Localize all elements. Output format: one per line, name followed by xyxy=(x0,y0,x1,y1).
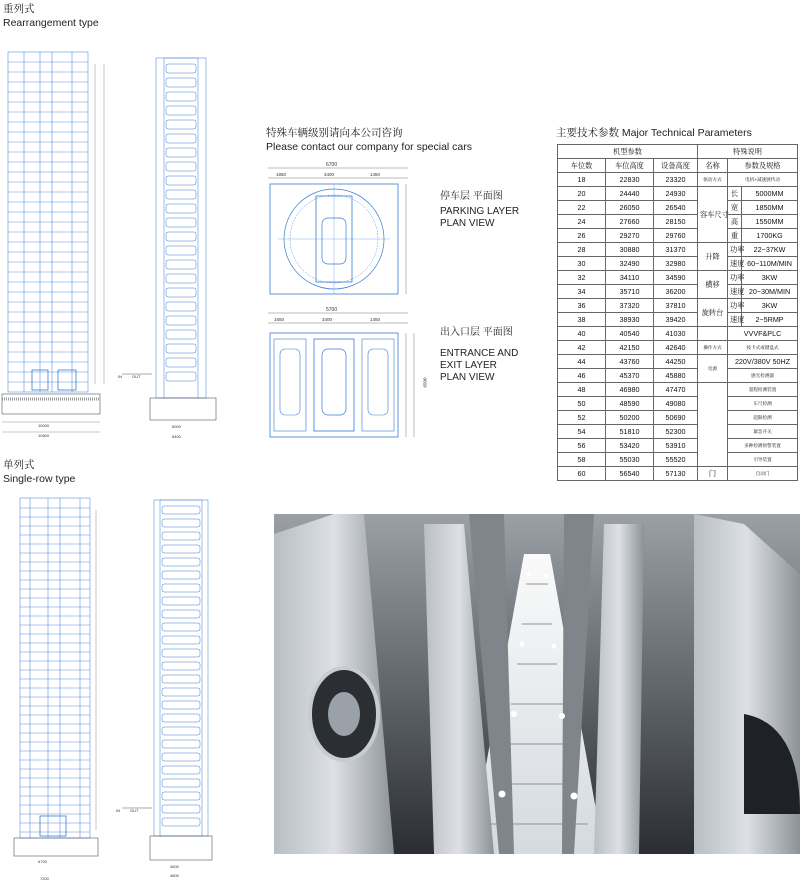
cell-spec-op_v: 按卡式或键盘式 xyxy=(728,341,798,355)
car-bay xyxy=(166,344,196,353)
car-bay xyxy=(166,162,196,171)
car-bay xyxy=(162,532,200,540)
rear-side-width-2: 6400 xyxy=(172,434,181,439)
single-row-title-cn: 单列式 xyxy=(3,459,35,471)
cell-spaces: 52 xyxy=(558,411,606,425)
car-bay xyxy=(166,64,196,73)
cell-spec-hei: 高 xyxy=(728,215,742,229)
cell-spec-len: 长 xyxy=(728,187,742,201)
car-bay xyxy=(162,610,200,618)
spec-row xyxy=(558,257,798,271)
cell-spec-lift_p: 22~37KW xyxy=(742,243,798,257)
car-bay xyxy=(162,506,200,514)
cell-spec-wid: 宽 xyxy=(728,201,742,215)
car-bay xyxy=(162,714,200,722)
rearrangement-title-en: Rearrangement type xyxy=(3,17,99,29)
cell-spec-rot_p: 3KW xyxy=(742,299,798,313)
car-bay xyxy=(162,519,200,527)
cell-height: 30880 xyxy=(606,243,654,257)
cell-spaces: 40 xyxy=(558,327,606,341)
cell-spec-wt: 重 xyxy=(728,229,742,243)
special-cars-cn: 特殊车辆级别请向本公司咨询 xyxy=(266,127,403,139)
cell-spaces: 60 xyxy=(558,467,606,481)
cell-spaces: 34 xyxy=(558,285,606,299)
cell-equip: 44250 xyxy=(654,355,698,369)
cell-spec-blank xyxy=(698,327,728,341)
cell-spaces: 58 xyxy=(558,453,606,467)
car-bay xyxy=(166,260,196,269)
cell-spaces: 50 xyxy=(558,397,606,411)
cell-spec-control_v: VVVF&PLC xyxy=(728,327,798,341)
tower-interior-photo xyxy=(274,514,800,854)
car-bay xyxy=(166,176,196,185)
cell-equip: 41030 xyxy=(654,327,698,341)
cell-height: 40540 xyxy=(606,327,654,341)
cell-height: 27660 xyxy=(606,215,654,229)
header-special: 特殊说明 xyxy=(698,145,798,159)
car-bay xyxy=(162,792,200,800)
cell-spec-rot_s: 2~5RMP xyxy=(742,313,798,327)
cell-spec-s6: 多种检测预警装置 xyxy=(728,439,798,453)
cell-spec-len_v: 5000MM xyxy=(742,187,798,201)
cell-equip: 39420 xyxy=(654,313,698,327)
rear-out-label: OUT xyxy=(132,374,141,379)
tech-params-table xyxy=(557,144,798,481)
single-width-label-2: 7200 xyxy=(40,876,49,881)
car-bay xyxy=(162,571,200,579)
parking-layer-en1: PARKING LAYER xyxy=(440,206,520,217)
rearrangement-side-elevation xyxy=(108,44,218,454)
cell-spec-rot: 旋转台 xyxy=(698,299,728,327)
parking-layer-plan xyxy=(258,160,418,300)
cell-height: 35710 xyxy=(606,285,654,299)
cell-spaces: 36 xyxy=(558,299,606,313)
single-in-label: IN xyxy=(116,808,120,813)
cell-spaces: 24 xyxy=(558,215,606,229)
cell-spaces: 56 xyxy=(558,439,606,453)
spec-row xyxy=(558,369,798,383)
cell-height: 50200 xyxy=(606,411,654,425)
single-out-label: OUT xyxy=(130,808,139,813)
header-model: 机型参数 xyxy=(558,145,698,159)
cell-spaces: 22 xyxy=(558,201,606,215)
el-dim-a: 1650 xyxy=(274,317,285,322)
header-param: 参数及规格 xyxy=(728,159,798,173)
car-bay xyxy=(162,818,200,826)
car-bay xyxy=(162,623,200,631)
single-row-side-elevation xyxy=(108,490,218,880)
cell-height: 56540 xyxy=(606,467,654,481)
cell-spec-blank xyxy=(698,383,728,467)
cell-spec-supply: 电源 xyxy=(698,355,728,383)
car-bay xyxy=(166,232,196,241)
entrance-layer-en3: PLAN VIEW xyxy=(440,372,495,383)
spec-row xyxy=(558,467,798,481)
car-bay xyxy=(166,372,196,381)
cell-equip: 31370 xyxy=(654,243,698,257)
car-bay xyxy=(166,190,196,199)
pl-dim-a: 1850 xyxy=(276,172,287,177)
car-bay xyxy=(166,274,196,283)
car-bay xyxy=(166,78,196,87)
cell-spec-supply_v: 220V/380V 50HZ xyxy=(728,355,798,369)
header-spaces: 车位数 xyxy=(558,159,606,173)
car-bay xyxy=(162,701,200,709)
spec-row xyxy=(558,327,798,341)
cell-spaces: 48 xyxy=(558,383,606,397)
cell-equip: 47470 xyxy=(654,383,698,397)
cell-spec-door_v: 自动门 xyxy=(728,467,798,481)
cell-spaces: 20 xyxy=(558,187,606,201)
cell-equip: 24930 xyxy=(654,187,698,201)
el-dim-top: 5700 xyxy=(326,307,338,313)
cell-height: 34110 xyxy=(606,271,654,285)
cell-height: 32490 xyxy=(606,257,654,271)
car-bay xyxy=(166,302,196,311)
cell-spaces: 26 xyxy=(558,229,606,243)
car-bay xyxy=(166,246,196,255)
cell-spec-wt_v: 1700KG xyxy=(742,229,798,243)
cell-spec-s3: 车尺检测 xyxy=(728,397,798,411)
spec-row xyxy=(558,439,798,453)
cell-spec-s5: 紧急开关 xyxy=(728,425,798,439)
entrance-layer-en1: ENTRANCE AND xyxy=(440,348,519,359)
spec-row xyxy=(558,271,798,285)
car-bay xyxy=(166,148,196,157)
header-equip: 设备高度 xyxy=(654,159,698,173)
entrance-layer-cn: 出入口层 平面图 xyxy=(440,327,513,338)
spec-row xyxy=(558,397,798,411)
parking-layer-en2: PLAN VIEW xyxy=(440,218,495,229)
car-bay xyxy=(162,727,200,735)
single-row-front-elevation xyxy=(0,490,120,864)
cell-height: 38930 xyxy=(606,313,654,327)
spec-row xyxy=(558,383,798,397)
cell-equip: 29760 xyxy=(654,229,698,243)
car-bay xyxy=(162,675,200,683)
spec-row xyxy=(558,243,798,257)
el-dim-c: 1450 xyxy=(370,317,381,322)
cell-spec-s7: 引导装置 xyxy=(728,453,798,467)
cell-spec-power: 功率 xyxy=(728,243,742,257)
car-bay xyxy=(162,597,200,605)
rear-in-label: IN xyxy=(118,374,122,379)
cell-equip: 37810 xyxy=(654,299,698,313)
cell-spaces: 38 xyxy=(558,313,606,327)
cell-spec-s2: 超程检测装置 xyxy=(728,383,798,397)
cell-equip: 23320 xyxy=(654,173,698,187)
spec-row xyxy=(558,341,798,355)
cell-height: 46980 xyxy=(606,383,654,397)
cell-equip: 57130 xyxy=(654,467,698,481)
tech-params-title: 主要技术参数 Major Technical Parameters xyxy=(556,127,752,139)
cell-equip: 49080 xyxy=(654,397,698,411)
car-bay xyxy=(162,662,200,670)
cell-spec-s1: 感光检测器 xyxy=(728,369,798,383)
spec-row xyxy=(558,215,798,229)
cell-spaces: 54 xyxy=(558,425,606,439)
cell-height: 45370 xyxy=(606,369,654,383)
rearrangement-front-elevation xyxy=(0,44,120,444)
spec-row xyxy=(558,229,798,243)
header-name: 名称 xyxy=(698,159,728,173)
cell-spec-door: 门 xyxy=(698,467,728,481)
rear-side-width-1: 6000 xyxy=(172,424,181,429)
single-side-width-2: 4800 xyxy=(170,873,179,878)
cell-height: 22830 xyxy=(606,173,654,187)
car-bay xyxy=(162,584,200,592)
cell-equip: 34590 xyxy=(654,271,698,285)
cell-height: 42150 xyxy=(606,341,654,355)
cell-spec-trans_s: 20~30M/MIN xyxy=(742,285,798,299)
special-cars-en: Please contact our company for special cars xyxy=(266,141,473,153)
cell-equip: 45880 xyxy=(654,369,698,383)
spec-row xyxy=(558,355,798,369)
car-bay xyxy=(162,636,200,644)
cell-spec-wid_v: 1850MM xyxy=(742,201,798,215)
entrance-layer-en2: EXIT LAYER xyxy=(440,360,497,371)
cell-spec-speed: 速度 xyxy=(728,285,742,299)
cell-equip: 26540 xyxy=(654,201,698,215)
parking-layer-cn: 停车层 平面图 xyxy=(440,191,503,202)
car-bay xyxy=(162,688,200,696)
cell-equip: 52300 xyxy=(654,425,698,439)
car-bay xyxy=(162,558,200,566)
car-bay xyxy=(166,218,196,227)
spec-row xyxy=(558,299,798,313)
cell-spaces: 30 xyxy=(558,257,606,271)
car-bay xyxy=(162,805,200,813)
spec-row xyxy=(558,453,798,467)
car-bay xyxy=(166,358,196,367)
cell-spaces: 44 xyxy=(558,355,606,369)
car-bay xyxy=(162,545,200,553)
entrance-layer-plan xyxy=(258,305,418,445)
cell-spec-hei_v: 1550MM xyxy=(742,215,798,229)
rear-width-label-1: 10000 xyxy=(38,423,50,428)
cell-spec-trans: 横移 xyxy=(698,271,728,299)
cell-height: 26050 xyxy=(606,201,654,215)
header-height: 车位高度 xyxy=(606,159,654,173)
car-bay xyxy=(162,766,200,774)
car-bay xyxy=(162,740,200,748)
car-bay xyxy=(166,330,196,339)
car-bay xyxy=(162,779,200,787)
rear-width-label-2: 10800 xyxy=(38,433,50,438)
cell-height: 48590 xyxy=(606,397,654,411)
car-bay xyxy=(162,649,200,657)
car-bay xyxy=(166,134,196,143)
spec-row xyxy=(558,411,798,425)
car-bay xyxy=(166,316,196,325)
cell-height: 51810 xyxy=(606,425,654,439)
pl-dim-top: 6700 xyxy=(326,162,338,168)
cell-spec-s4: 超限检测 xyxy=(728,411,798,425)
spec-row xyxy=(558,187,798,201)
spec-row xyxy=(558,425,798,439)
cell-equip: 55520 xyxy=(654,453,698,467)
cell-spec-speed: 速度 xyxy=(728,257,742,271)
cell-equip: 28150 xyxy=(654,215,698,229)
car-bay xyxy=(166,204,196,213)
cell-spec-trans_p: 3KW xyxy=(742,271,798,285)
single-side-width-1: 4600 xyxy=(170,864,179,869)
cell-spec-drive: 驱动方式 xyxy=(698,173,728,187)
cell-spaces: 32 xyxy=(558,271,606,285)
car-bay xyxy=(166,92,196,101)
pl-dim-c: 1450 xyxy=(370,172,381,177)
cell-height: 29270 xyxy=(606,229,654,243)
single-width-label-1: 6700 xyxy=(38,859,47,864)
cell-spec-power: 功率 xyxy=(728,271,742,285)
rearrangement-title-cn: 重列式 xyxy=(3,3,35,15)
cell-height: 24440 xyxy=(606,187,654,201)
cell-spaces: 18 xyxy=(558,173,606,187)
el-dim-side: 6500 xyxy=(422,377,428,388)
cell-spec-car_size: 容车尺寸 xyxy=(698,187,728,243)
pl-dim-b: 3400 xyxy=(324,172,335,177)
car-bay xyxy=(162,753,200,761)
spec-row xyxy=(558,201,798,215)
cell-height: 55030 xyxy=(606,453,654,467)
tower-interior-illustration xyxy=(274,514,800,854)
cell-equip: 42640 xyxy=(654,341,698,355)
cell-spaces: 46 xyxy=(558,369,606,383)
cell-equip: 36200 xyxy=(654,285,698,299)
spec-row xyxy=(558,285,798,299)
cell-equip: 32980 xyxy=(654,257,698,271)
cell-spec-drive_v: 电机+减速链传动 xyxy=(728,173,798,187)
cell-spec-op: 操作方式 xyxy=(698,341,728,355)
cell-spec-lift: 升降 xyxy=(698,243,728,271)
spec-row xyxy=(558,173,798,187)
cell-equip: 50690 xyxy=(654,411,698,425)
cell-height: 43760 xyxy=(606,355,654,369)
cell-spec-power: 功率 xyxy=(728,299,742,313)
cell-spaces: 28 xyxy=(558,243,606,257)
cell-height: 53420 xyxy=(606,439,654,453)
single-row-title-en: Single-row type xyxy=(3,473,76,485)
el-dim-b: 3400 xyxy=(322,317,333,322)
cell-spec-speed: 速度 xyxy=(728,313,742,327)
car-bay xyxy=(166,120,196,129)
cell-equip: 53910 xyxy=(654,439,698,453)
cell-spaces: 42 xyxy=(558,341,606,355)
cell-spec-lift_s: 60~110M/MIN xyxy=(742,257,798,271)
spec-row xyxy=(558,313,798,327)
cell-height: 37320 xyxy=(606,299,654,313)
car-bay xyxy=(166,106,196,115)
car-bay xyxy=(166,288,196,297)
